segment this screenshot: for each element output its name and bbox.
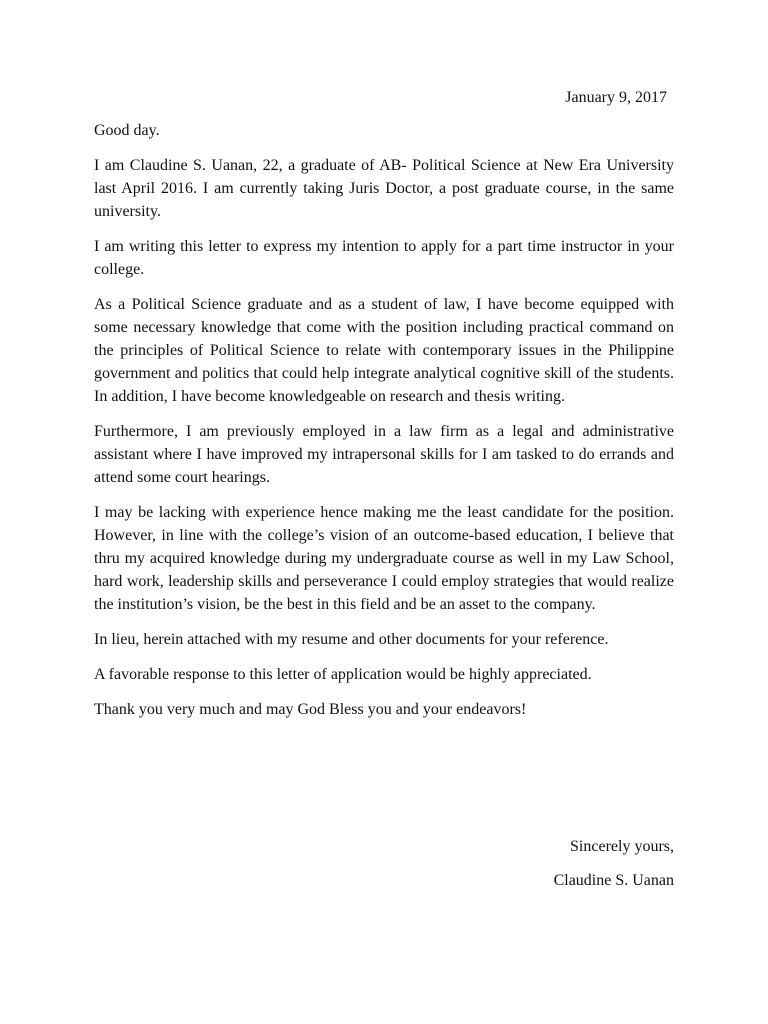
- letter-body: [94, 119, 674, 733]
- closing-phrase: Sincerely yours,: [570, 838, 674, 855]
- letter-date: January 9, 2017: [565, 89, 667, 106]
- paragraph-intention: I am writing this letter to express my intention to apply for a part time instructor in your college.: [94, 238, 674, 278]
- salutation: Good day.: [94, 122, 160, 139]
- paragraph-attachments: In lieu, herein attached with my resume and other documents for your reference.: [94, 631, 609, 648]
- signature-name: Claudine S. Uanan: [553, 872, 674, 889]
- paragraph-introduction: I am Claudine S. Uanan, 22, a graduate of AB- Political Science at New Era University last April 2016. I am currently taking Juris Doctor, a post graduate course, in the same university.: [94, 157, 674, 220]
- paragraph-vision: I may be lacking with experience hence making me the least candidate for the position. However, in line with the college’s vision of an outcome-based education, I believe that thru my acquired knowledge during my undergraduate course as well in my Law School, hard work, leadership skills and perseverance I could employ strategies that would realize the institution’s vision, be the best in this field and be an asset to the company.: [94, 504, 674, 613]
- paragraph-experience: Furthermore, I am previously employed in a law firm as a legal and administrative assistant where I have improved my intrapersonal skills for I am tasked to do errands and attend some court hearings.: [94, 423, 674, 486]
- paragraph-request: A favorable response to this letter of application would be highly appreciated.: [94, 666, 592, 683]
- letter-closing-block: [374, 836, 674, 904]
- paragraph-thanks: Thank you very much and may God Bless you and your endeavors!: [94, 701, 527, 718]
- paragraph-qualifications: As a Political Science graduate and as a student of law, I have become equipped with some necessary knowledge that come with the position including practical command on the principles of Political Science to relate with contemporary issues in the Philippine government and politics that could help integrate analytical cognitive skill of the students. In addition, I have become knowledgeable on research and thesis writing.: [94, 296, 674, 405]
